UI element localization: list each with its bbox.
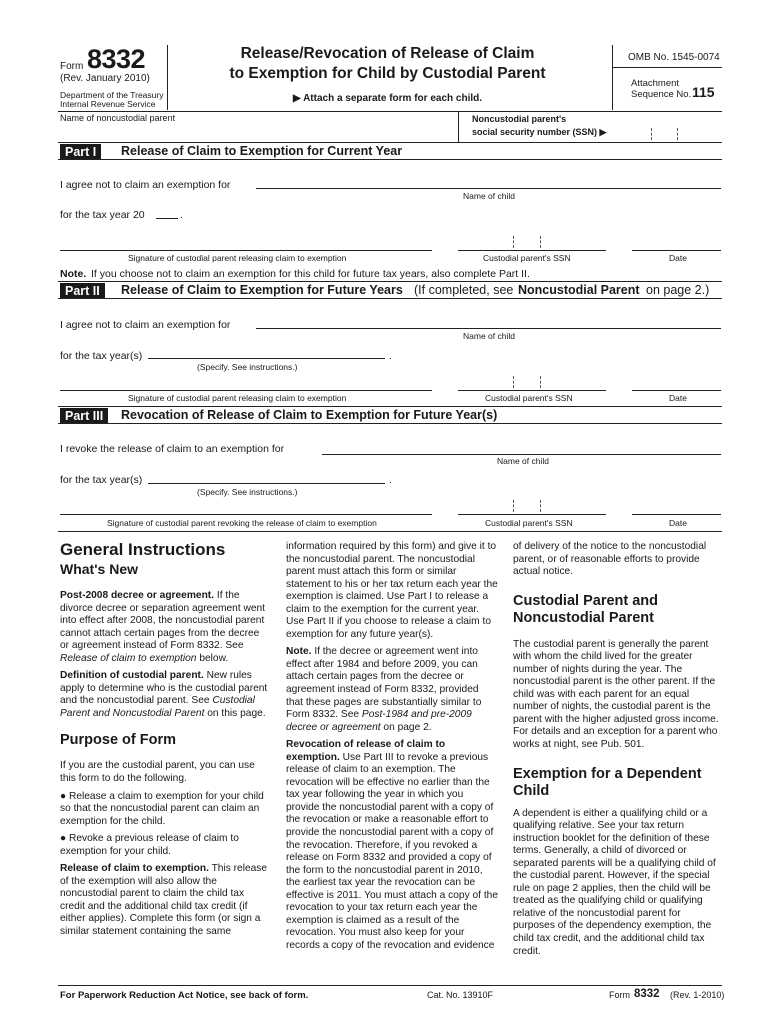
part-2-tag: Part II (60, 283, 105, 299)
part-2-signature-field[interactable] (60, 376, 432, 391)
part-1-date-field[interactable] (632, 236, 721, 251)
part-2-date-field[interactable] (632, 376, 721, 391)
part-2-title-suffix-a: (If completed, see (414, 283, 514, 297)
part-2-tax-years-text: for the tax year(s) (60, 350, 143, 362)
revocation-paragraph (286, 739, 498, 952)
part-1-note-label: Note. (60, 268, 87, 280)
part-1-child-name-label: Name of child (463, 191, 515, 201)
part-1-child-name-field[interactable] (256, 174, 721, 189)
part-3-date-label: Date (669, 518, 687, 528)
part-2-ssn-field[interactable] (458, 376, 606, 391)
revision-date: (Rev. January 2010) (60, 73, 150, 84)
dependent-child-text: A dependent is either a qualifying child or a qualifying relative. See your tax return instruction booklet for the definition of these terms. Generally, a child of divorced or separated parents will be a qualifying child of the custodial parent. However, if the special rule on page 2 applies, then the child will be treated as the qualifying child or qualifying relative of the noncustodial parent for purposes of the dependency exemption, the child tax credit, and the additional child tax credit. (513, 807, 716, 957)
whats-new-heading: What's New (60, 561, 139, 577)
part-3-revoke-text: I revoke the release of claim to an exemption for (60, 443, 285, 455)
part-2-child-name-field[interactable] (256, 314, 721, 329)
part-2-child-name-label: Name of child (463, 331, 515, 341)
footer-form-word: Form (609, 990, 630, 1000)
revocation-text: Use Part III to revoke a previous release of claim to an exemption. The revocation will be effective no earlier than the tax year following the year in which you provide the noncustodial parent with a copy of the revocation or make a reasonable effort to provide the noncustodial parent with a copy of the revocation. Therefore, if you revoked a release on Form 8332 and provided a copy of the form to the noncustodial parent in 2010, the earliest tax year the revocation can be effective is 2011. You must attach a copy of the revocation to your tax return each year the exemption is claimed as a result of the revocation. You must also keep for your records a copy of the revocation and evidence (286, 751, 498, 951)
definition-paragraph (60, 670, 270, 720)
custodial-link-text: Custodial Parent and Noncustodial Parent (60, 695, 255, 719)
omb-number: OMB No. 1545-0074 (628, 52, 720, 63)
part-1-note-text: If you choose not to claim an exemption for this child for future tax years, also complete Part II. (91, 268, 530, 280)
part-3-date-field[interactable] (632, 500, 721, 515)
post-2008-end: below. (199, 652, 229, 664)
part-1-ssn-label: Custodial parent's SSN (483, 253, 571, 263)
sequence-number: 115 (692, 84, 715, 100)
custodial-parent-text: The custodial parent is generally the parent with whom the child lived for the greater number of nights during the year. The noncustodial parent is the other parent. If the child was with each parent for an equal number of nights, the custodial parent is the parent with the higher adjusted gross income. For details and an exception for a parent who works at night, see Pub. 501. (513, 638, 719, 751)
custodial-parent-heading: Custodial Parent and Noncustodial Parent (513, 592, 659, 626)
part-2-title-suffix-b: on page 2.) (646, 283, 710, 297)
part-3-specify-hint: (Specify. See instructions.) (197, 487, 298, 497)
release-label: Release of claim to exemption. (60, 863, 209, 875)
part-3-child-name-label: Name of child (497, 456, 549, 466)
definition-text: New rules apply to determine who is the custodial parent and the noncustodial parent. See (60, 670, 268, 707)
part-3-child-name-field[interactable] (322, 440, 721, 455)
part-3-tag: Part III (60, 408, 108, 424)
part-1-signature-field[interactable] (60, 236, 432, 251)
purpose-bullet-2: ● Revoke a previous release of claim to exemption for your child. (60, 833, 239, 857)
col2-note-paragraph (286, 646, 498, 734)
form-number: 8332 (87, 44, 146, 74)
noncustodial-ssn-label-line1: Noncustodial parent's (472, 114, 567, 124)
paperwork-notice: For Paperwork Reduction Act Notice, see back of form. (60, 990, 309, 1001)
footer-revision: (Rev. 1-2010) (670, 990, 725, 1000)
part-2-specify-hint: (Specify. See instructions.) (197, 362, 298, 372)
attachment-label: Attachment (631, 78, 680, 89)
purpose-bullet-1: ● Release a claim to exemption for your child so that the noncustodial parent can claim an exemption for the child. (60, 790, 264, 827)
part-2-title-suffix-bold: Noncustodial Parent (518, 283, 640, 297)
part-2-title: Release of Claim to Exemption for Future Years (121, 283, 403, 297)
footer-form-number: 8332 (634, 988, 660, 1000)
part-1-tax-year-field[interactable] (156, 206, 178, 219)
release-link-text: Release of claim to exemption (60, 652, 197, 664)
post-2008-text: If the divorce decree or separation agreement went into effect after 2008, the noncustodial parent cannot attach certain pages from the decree or agreement instead of Form 8332. See (60, 590, 265, 652)
release-text: This release of the exemption will also allow the noncustodial parent to claim the child tax credit and the additional child tax credit (if either applies). Complete this form (or sign a similar statement containing the same (60, 863, 268, 938)
part-2-signature-label: Signature of custodial parent releasing claim to exemption (128, 393, 347, 403)
col2-note-label: Note. (286, 646, 312, 658)
post-2008-paragraph (60, 590, 270, 665)
catalog-number: Cat. No. 13910F (427, 990, 494, 1000)
sequence-label: Sequence No. (631, 89, 692, 100)
part-2-date-label: Date (669, 393, 687, 403)
part-2-tax-years-field[interactable] (148, 346, 385, 359)
col2-note-end: on page 2. (383, 721, 432, 733)
part-2-tax-years-period: . (389, 350, 392, 362)
department-line1: Department of the Treasury (60, 90, 164, 100)
instructions-column-2 (286, 541, 498, 958)
noncustodial-name-label: Name of noncustodial parent (60, 113, 176, 123)
part-1-tag: Part I (60, 144, 101, 160)
form-word: Form (60, 61, 84, 72)
part-3-signature-label: Signature of custodial parent revoking the release of claim to exemption (107, 518, 377, 528)
part-3-title: Revocation of Release of Claim to Exemption for Future Year(s) (121, 408, 498, 422)
instructions-column-1 (60, 540, 270, 944)
part-1-ssn-field[interactable] (458, 236, 606, 251)
definition-end: on this page. (207, 707, 266, 719)
part-3-tax-years-period: . (389, 474, 392, 486)
part-3-tax-years-field[interactable] (148, 471, 385, 484)
dependent-child-heading: Exemption for a Dependent Child (513, 765, 702, 799)
part-1-date-label: Date (669, 253, 687, 263)
noncustodial-ssn-field[interactable] (614, 124, 720, 140)
pre-2009-link-text: Post-1984 and pre-2009 decree or agreement (286, 709, 472, 733)
part-3-tax-years-text: for the tax year(s) (60, 474, 143, 486)
attach-note: ▶ Attach a separate form for each child. (292, 93, 483, 104)
general-instructions-heading: General Instructions (60, 540, 226, 559)
post-2008-label: Post-2008 decree or agreement. (60, 590, 215, 601)
part-1-tax-year-period: . (180, 209, 183, 221)
part-2-ssn-label: Custodial parent's SSN (485, 393, 573, 403)
purpose-heading: Purpose of Form (60, 732, 177, 749)
noncustodial-name-field[interactable] (60, 124, 455, 140)
part-3-ssn-field[interactable] (458, 500, 606, 515)
instructions-column-3 (513, 541, 723, 963)
part-1-signature-label: Signature of custodial parent releasing claim to exemption (128, 253, 347, 263)
part-3-signature-field[interactable] (60, 500, 432, 515)
purpose-text: If you are the custodial parent, you can use this form to do the following. (60, 760, 255, 785)
part-2-agree-text: I agree not to claim an exemption for (60, 319, 231, 331)
form-title-line2: to Exemption for Child by Custodial Parent (229, 65, 546, 82)
department-line2: Internal Revenue Service (60, 99, 156, 109)
part-3-ssn-label: Custodial parent's SSN (485, 518, 573, 528)
part-1-title: Release of Claim to Exemption for Current Year (121, 144, 403, 158)
definition-label: Definition of custodial parent. (60, 670, 204, 682)
part-1-agree-text: I agree not to claim an exemption for (60, 179, 231, 191)
col3-intro-paragraph: of delivery of the notice to the noncustodial parent, or of reasonable efforts to provide actual notice. (513, 541, 707, 578)
noncustodial-ssn-label-line2: social security number (SSN) ▶ (472, 127, 607, 137)
release-paragraph (60, 863, 270, 938)
part-1-tax-year-text: for the tax year 20 (60, 209, 145, 221)
revocation-label: Revocation of release of claim to exemption. (286, 739, 446, 763)
col2-note-text: If the decree or agreement went into effect after 1984 and before 2009, you can attach certain pages from the decree or agreement instead of Form 8332, provided that these pages are substantially similar to Form 8332. See (286, 646, 482, 721)
col2-intro-paragraph: information required by this form) and give it to the noncustodial parent. The noncustodial parent must attach this form or similar statement to his or her tax return each year the exemption is claimed. Use Part I to release a claim to the exemption for the current year. Use Part II if you choose to release a claim to exemption for any future year(s). (286, 541, 498, 640)
form-title-line1: Release/Revocation of Release of Claim (240, 45, 535, 62)
